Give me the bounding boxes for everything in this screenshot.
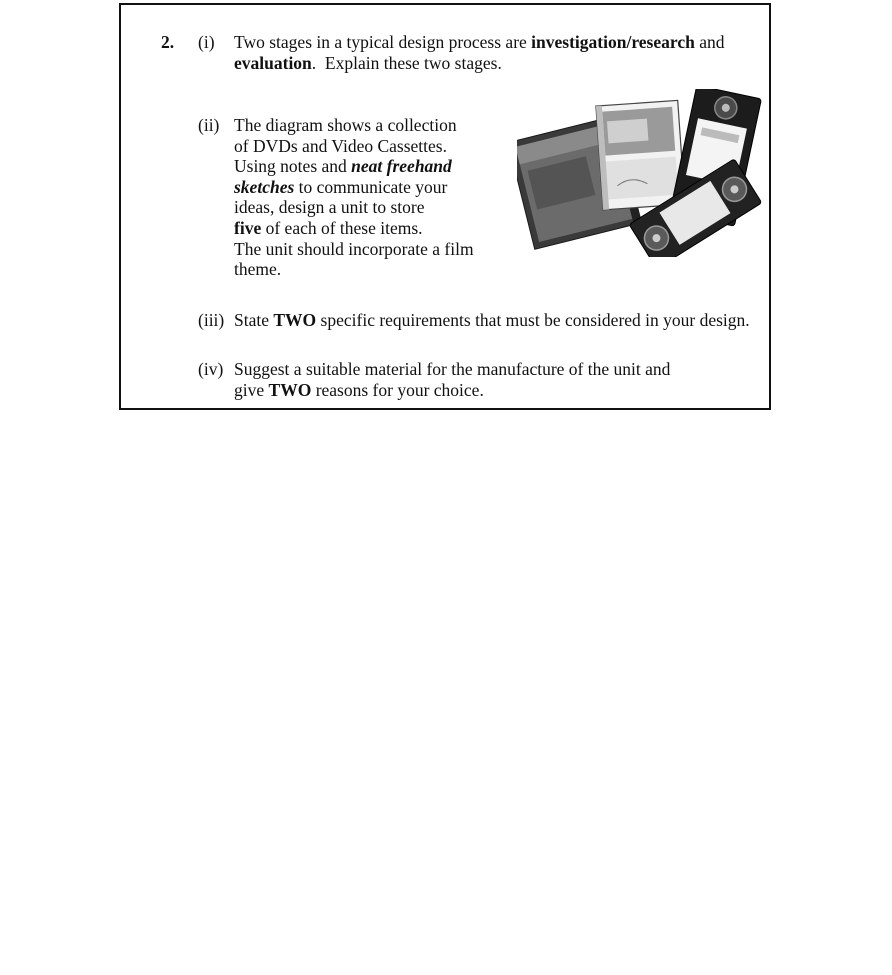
text-line: of DVDs and Video Cassettes.: [234, 135, 447, 156]
text-line: State TWO specific requirements that must be considered in your design.: [234, 310, 750, 330]
text-line: theme.: [234, 259, 282, 280]
text-line: give TWO reasons for your choice.: [234, 379, 484, 400]
part-iii-text: [234, 310, 750, 331]
text-line: The unit should incorporate a film: [234, 238, 474, 259]
text-line: The diagram shows a collection: [234, 115, 457, 135]
text-line: Using notes and neat freehand: [234, 156, 452, 177]
part-i-text: [234, 32, 724, 73]
part-iv-label: (iv): [198, 359, 224, 379]
text-line: five of each of these items.: [234, 217, 423, 238]
part-ii-label: (ii): [198, 115, 220, 135]
text-line: Suggest a suitable material for the manufacture of the unit and: [234, 359, 671, 379]
part-i-label: (i): [198, 32, 215, 52]
part-ii-text: [234, 115, 474, 280]
text-line: ideas, design a unit to store: [234, 197, 425, 218]
text-line: sketches to communicate your: [234, 176, 448, 197]
text-line: evaluation. Explain these two stages.: [234, 52, 502, 73]
question-box: [119, 3, 771, 410]
part-iii-label: (iii): [198, 310, 225, 330]
part-iv-text: [234, 359, 670, 400]
dvd-and-video-cassette-photo: [517, 89, 765, 257]
question-number: 2.: [161, 32, 175, 52]
text-line: Two stages in a typical design process are investigation/research and: [234, 32, 725, 52]
